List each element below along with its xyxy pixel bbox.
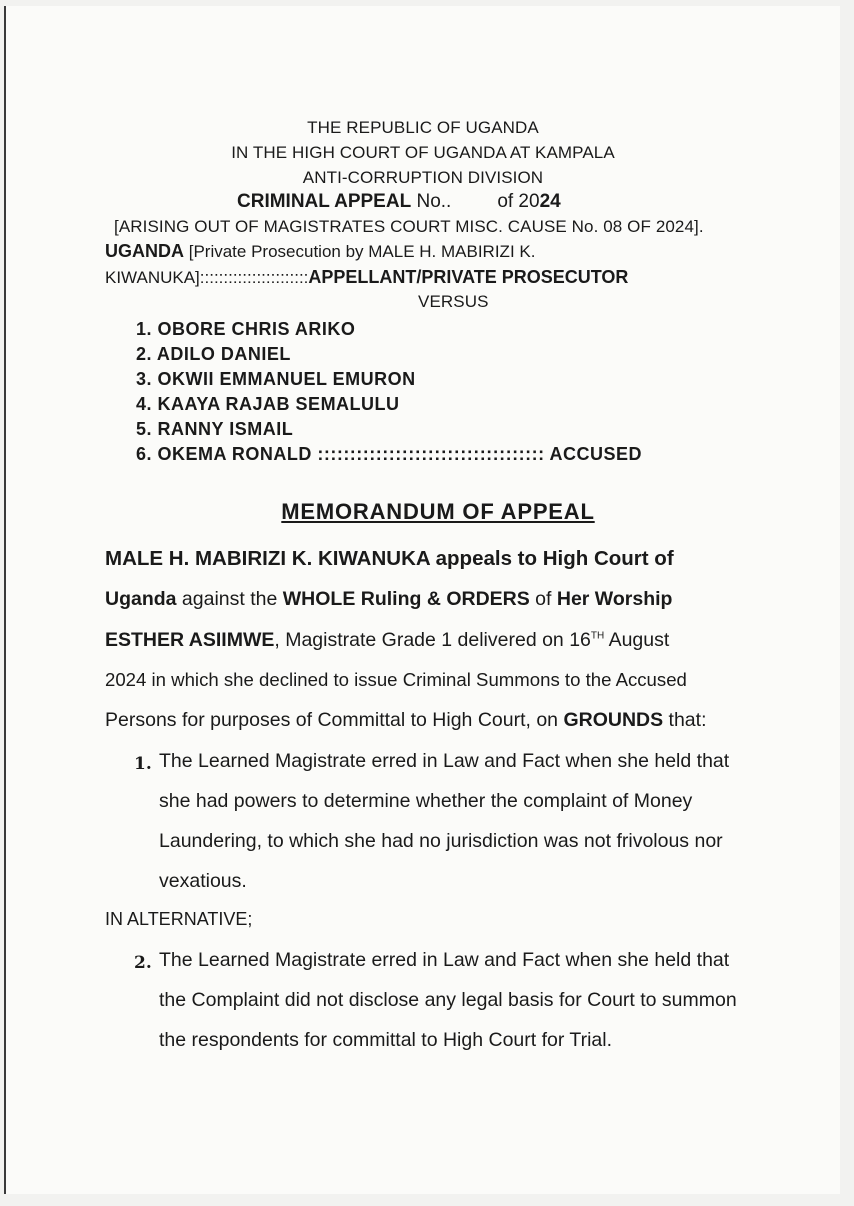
party-kiwanuka: KIWANUKA]::::::::::::::::::::::: xyxy=(105,268,309,287)
division-heading: ANTI-CORRUPTION DIVISION xyxy=(302,168,544,187)
intro-grounds: GROUNDS xyxy=(563,709,664,731)
memorandum-title: MEMORANDUM OF APPEAL xyxy=(281,499,595,524)
appeal-label: CRIMINAL APPEAL xyxy=(237,191,412,212)
accused-item: 2. ADILO DANIEL xyxy=(136,344,291,364)
intro-persons: Persons for purposes of Committal to High Court, on xyxy=(105,709,564,731)
appeal-no: No.. xyxy=(411,191,452,212)
intro-of: of xyxy=(529,588,557,610)
ground-1-line: The Learned Magistrate erred in Law and Fact when she held that xyxy=(159,750,730,772)
arising-line: [ARISING OUT OF MAGISTRATES COURT MISC. CAUSE No. 08 OF 2024]. xyxy=(114,217,704,236)
ground-1-line: vexatious. xyxy=(159,870,247,892)
accused-item: 1. OBORE CHRIS ARIKO xyxy=(136,319,356,339)
party-private-prosecution: [Private Prosecution by MALE H. MABIRIZI K. xyxy=(184,242,536,261)
intro-uganda: Uganda xyxy=(105,588,177,610)
appeal-of: of 20 xyxy=(497,191,540,212)
party-role: APPELLANT/PRIVATE PROSECUTOR xyxy=(308,267,629,287)
ground-2-line: the Complaint did not disclose any legal basis for Court to summon xyxy=(159,989,737,1011)
ground-1-number: 1. xyxy=(134,754,152,774)
intro-august: August xyxy=(604,629,670,651)
ground-2-line: The Learned Magistrate erred in Law and Fact when she held that xyxy=(159,949,730,971)
intro-line-4: 2024 in which she declined to issue Criminal Summons to the Accused xyxy=(105,669,687,690)
republic-heading: THE REPUBLIC OF UGANDA xyxy=(307,118,539,137)
party-line-1 xyxy=(105,241,535,262)
intro-line-3 xyxy=(105,629,669,652)
ground-1-line: Laundering, to which she had no jurisdiction was not frivolous nor xyxy=(159,830,723,852)
accused-item: 4. KAAYA RAJAB SEMALULU xyxy=(136,394,400,414)
accused-item: 3. OKWII EMMANUEL EMURON xyxy=(136,369,416,389)
court-heading: IN THE HIGH COURT OF UGANDA AT KAMPALA xyxy=(231,143,615,162)
intro-against: against the xyxy=(176,588,283,610)
intro-line-2 xyxy=(105,588,672,611)
ground-2-line: the respondents for committal to High Court for Trial. xyxy=(159,1029,613,1051)
intro-esther: ESTHER ASIIMWE xyxy=(105,629,275,651)
appeal-number-line xyxy=(237,191,561,213)
intro-whole-ruling: WHOLE Ruling & ORDERS xyxy=(282,588,530,610)
intro-line-5 xyxy=(105,709,707,732)
intro-th: TH xyxy=(590,630,605,642)
intro-that: that: xyxy=(663,709,707,731)
intro-her-worship: Her Worship xyxy=(556,588,673,610)
versus-label: VERSUS xyxy=(418,292,489,311)
ground-2-number: 2. xyxy=(134,953,152,973)
accused-item: 5. RANNY ISMAIL xyxy=(136,419,294,439)
in-alternative-label: IN ALTERNATIVE; xyxy=(105,909,253,929)
appeal-year: 24 xyxy=(539,191,561,212)
intro-grade: , Magistrate Grade 1 delivered on 16 xyxy=(274,629,591,651)
document-page xyxy=(4,6,840,1194)
party-uganda: UGANDA xyxy=(105,241,184,261)
ground-1-line: she had powers to determine whether the complaint of Money xyxy=(159,790,693,812)
intro-line-1: MALE H. MABIRIZI K. KIWANUKA appeals to High Court of xyxy=(105,547,674,570)
accused-item: 6. OKEMA RONALD ::::::::::::::::::::::::::::::::::: ACCUSED xyxy=(136,444,642,464)
party-line-2 xyxy=(105,267,628,288)
